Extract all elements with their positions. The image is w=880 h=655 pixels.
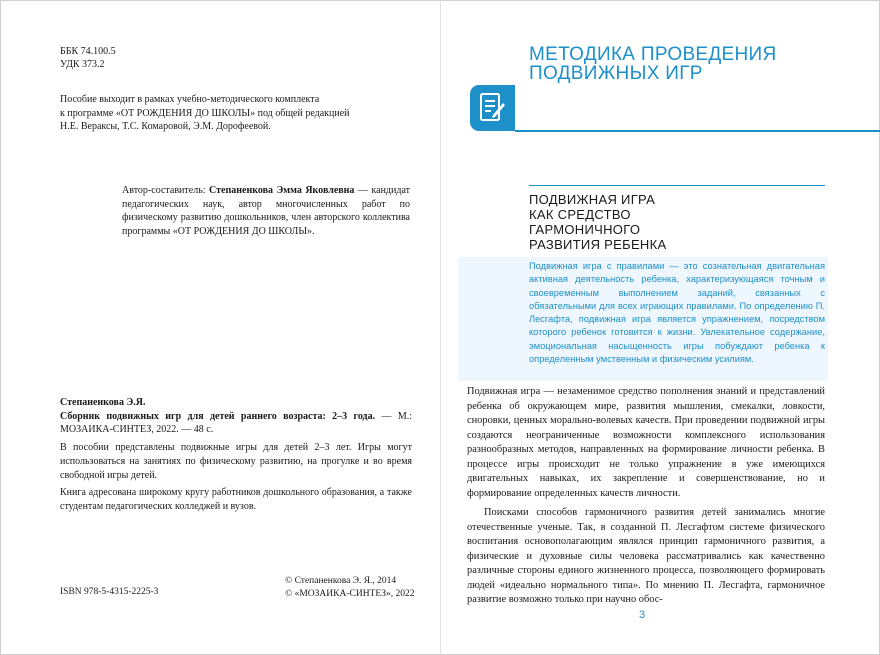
bib-title-imprint (60, 410, 412, 437)
bib-author: Степаненкова Э.Я. (60, 397, 146, 408)
chapter-title-line: МЕТОДИКА ПРОВЕДЕНИЯ (529, 44, 777, 65)
series-note (60, 93, 400, 134)
bbk-code: ББК 74.100.5 (60, 46, 116, 57)
right-page (440, 0, 880, 655)
section-title-line: ГАРМОНИЧНОГО (529, 222, 641, 237)
author-name: Степаненкова Эмма Яковлевна (209, 185, 355, 196)
section-rule (529, 185, 825, 186)
lead-paragraph: Подвижная игра с правилами — это сознательная двигательная активная деятельность ребенка, характеризующаяся точным и своевременным выполнением заданий, связанных с обязательными для всех играющих правилами. По определению П. Лесгафта, подвижная игра является упражнением, посредством которого ребенок готовится к жизни. Увлекательное содержание, эмоциональная насыщенность игры побуждают ребенка к определенным умственным и физическим усилиям. (529, 261, 825, 365)
bibliographic-record (60, 396, 412, 514)
body-paragraph: Подвижная игра — незаменимое средство пополнения знаний и представлений ребенка об окружающем мире, развития мышления, смекалки, ловкости, сноровки, ценных морально-волевых качеств. При проведении подвижной игры создаются неограниченные возможности комплексного использования разнообразных методов, направленных на формирование личности ребенка. В процессе игры происходит не только упражнение в уже имеющихся двигательных навыках, их закрепление и совершенствование, но и формирование определенных качеств личности. (467, 386, 825, 499)
chapter-title-rule (515, 130, 880, 132)
chapter-title-line: ПОДВИЖНЫХ ИГР (529, 63, 703, 84)
series-line: Н.Е. Вераксы, Т.С. Комаровой, Э.М. Дорофеевой. (60, 121, 271, 132)
section-title-line: ПОДВИЖНАЯ ИГРА (529, 192, 656, 207)
section-title-line: КАК СРЕДСТВО (529, 207, 631, 222)
author-description: — кандидат педагогических наук, автор многочисленных работ по физическому развитию дошкольников, член авторского коллектива программы «ОТ РОЖДЕНИЯ ДО ШКОЛЫ». (122, 185, 411, 238)
body-paragraph: Поисками способов гармоничного развития детей занимались многие отечественные ученые. Так, в созданной П. Лесгафтом системе физического воспитания основополагающим являлся принцип гармоничного развития, а физические и духовные силы человека рассматривались как качественно различные стороны единого жизненного процесса, позволяющего формировать людей «идеально нормального типа». По мнению П. Лесгафта, гармоничное развитие возможно только при научно обос- (467, 507, 825, 605)
author-info (122, 184, 410, 239)
series-line: к программе «ОТ РОЖДЕНИЯ ДО ШКОЛЫ» под общей редакцией (60, 107, 350, 119)
series-line: Пособие выходит в рамках учебно-методического комплекта (60, 94, 320, 105)
section-title-line: РАЗВИТИЯ РЕБЕНКА (529, 237, 667, 252)
bib-audience: Книга адресована широкому кругу работников дошкольного образования, а также студентам педагогических колледжей и вузов. (60, 487, 412, 512)
copyright-line: © Степаненкова Э. Я., 2014 (285, 576, 397, 586)
section-title (529, 192, 666, 252)
chapter-title (529, 45, 777, 83)
copyright-line: © «МОЗАИКА-СИНТЕЗ», 2022 (285, 589, 415, 599)
classification-codes (60, 45, 116, 71)
isbn: ISBN 978-5-4315-2225-3 (60, 587, 159, 597)
author-prefix: Автор-составитель: (122, 185, 210, 196)
page-number: 3 (639, 609, 646, 621)
bib-title: Сборник подвижных игр для детей раннего возраста: 2–3 года. (60, 410, 376, 422)
udk-code: УДК 373.2 (60, 59, 105, 70)
bib-annotation: В пособии представлены подвижные игры для детей 2–3 лет. Игры могут использоваться на занятиях по физическому развитию, на прогулке и во время свободной игры детей. (60, 442, 412, 481)
body-text (467, 385, 825, 608)
copyright (285, 575, 415, 601)
bib-imprint: — М.: МОЗАИКА-СИНТЕЗ, 2022. — 48 с. (60, 410, 413, 436)
document-pencil-icon (470, 85, 515, 131)
